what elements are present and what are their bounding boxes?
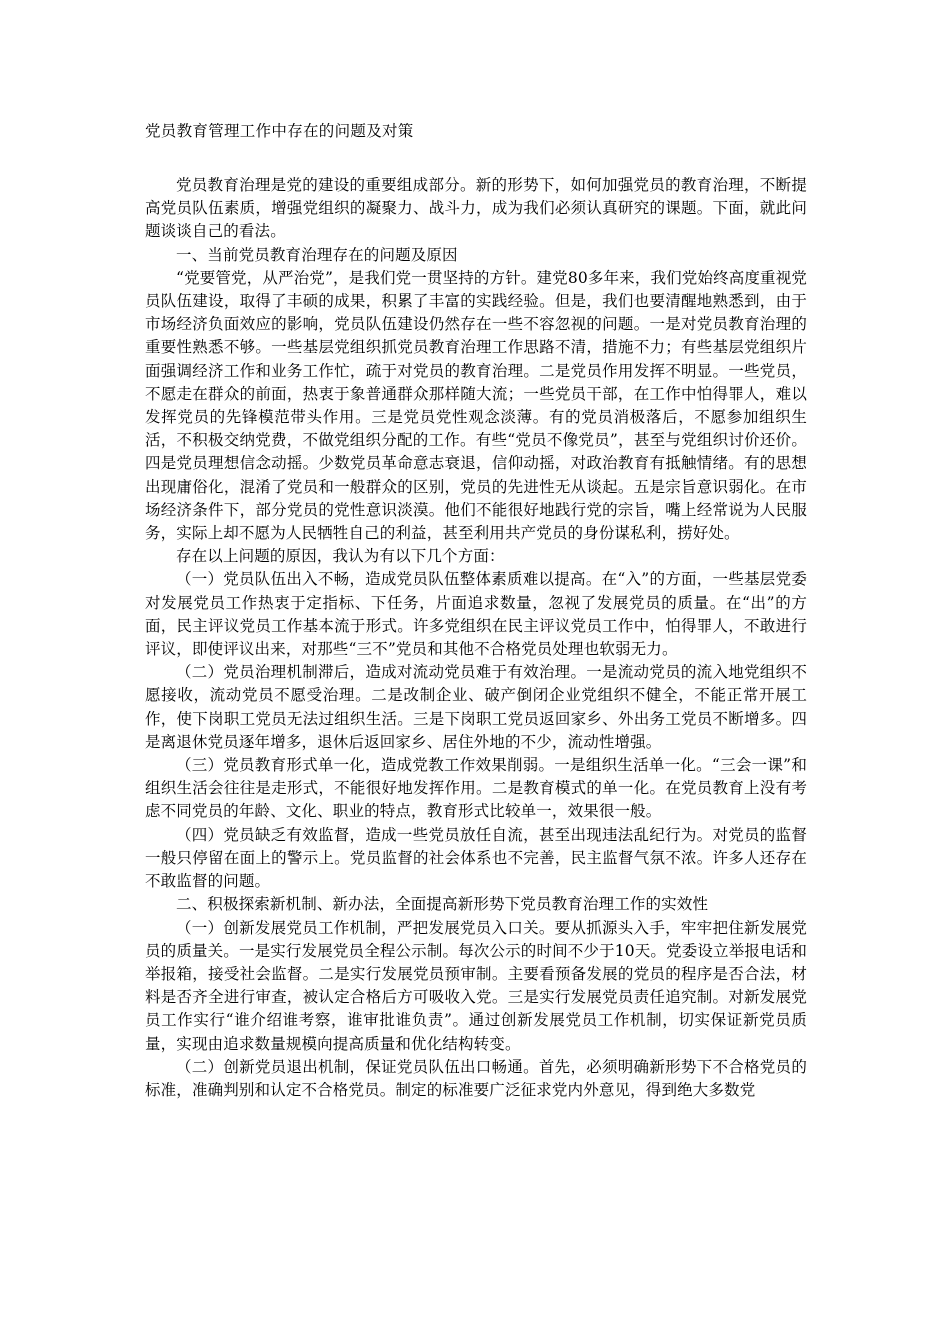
document-page (145, 120, 807, 1102)
problems-paragraph: “党要管党，从严治党”，是我们党一贯坚持的方针。建党80多年来，我们党始终高度重视党员队伍建设，取得了丰硕的成果，积累了丰富的实践经验。但是，我们也要清醒地熟悉到，由于市场经济负面效应的影响，党员队伍建设仍然存在一些不容忽视的问题。一是对党员教育治理的重要性熟悉不够。一些基层党组织抓党员教育治理工作思路不清，措施不力；有些基层党组织片面强调经济工作和业务工作忙，疏于对党员的教育治理。二是党员作用发挥不明显。一些党员，不愿走在群众的前面，热衷于象普通群众那样随大流；一些党员干部，在工作中怕得罪人，难以发挥党员的先锋模范带头作用。三是党员党性观念淡薄。有的党员消极落后，不愿参加组织生活，不积极交纳党费，不做党组织分配的工作。有些“党员不像党员”，甚至与党组织讨价还价。四是党员理想信念动摇。少数党员革命意志衰退，信仰动摇，对政治教育有抵触情绪。有的思想出现庸俗化，混淆了党员和一般群众的区别，党员的先进性无从谈起。五是宗旨意识弱化。在市场经济条件下，部分党员的党性意识淡漠。他们不能很好地践行党的宗旨，嘴上经常说为人民服务，实际上却不愿为人民牺牲自己的利益，甚至利用共产党员的身份谋私利，捞好处。 (145, 268, 807, 543)
cause-paragraph-4: （四）党员缺乏有效监督，造成一些党员放任自流，甚至出现违法乱纪行为。对党员的监督一般只停留在面上的警示上。党员监督的社会体系也不完善，民主监督气氛不浓。许多人还存在不敢监督的问题。 (145, 825, 807, 891)
cause-paragraph-2: （二）党员治理机制滞后，造成对流动党员难于有效治理。一是流动党员的流入地党组织不愿接收，流动党员不愿受治理。二是改制企业、破产倒闭企业党组织不健全，不能正常开展工作，使下岗职工党员无法过组织生活。三是下岗职工党员返回家乡、外出务工党员不断增多。四是离退休党员逐年增多，退休后返回家乡、居住外地的不少，流动性增强。 (145, 663, 807, 751)
measure-paragraph-2: （二）创新党员退出机制，保证党员队伍出口畅通。首先，必须明确新形势下不合格党员的标准，准确判别和认定不合格党员。制定的标准要广泛征求党内外意见，得到绝大多数党 (145, 1057, 807, 1099)
cause-paragraph-3: （三）党员教育形式单一化，造成党教工作效果削弱。一是组织生活单一化。“三会一课”和组织生活会往往是走形式，不能很好地发挥作用。二是教育模式的单一化。在党员教育上没有考虑不同党员的年龄、文化、职业的特点，教育形式比较单一，效果很一般。 (145, 756, 807, 821)
section-heading-1: 一、当前党员教育治理存在的问题及原因 (176, 245, 458, 264)
causes-intro-paragraph: 存在以上问题的原因，我认为有以下几个方面： (176, 547, 505, 566)
cause-paragraph-1: （一）党员队伍出入不畅，造成党员队伍整体素质难以提高。在“入”的方面，一些基层党委对发展党员工作热衷于定指标、下任务，片面追求数量，忽视了发展党员的质量。在“出”的方面，民主评议党员工作基本流于形式。许多党组织在民主评议党员工作中，怕得罪人，不敢进行评议，即使评议出来，对那些“三不”党员和其他不合格党员处理也软弱无力。 (145, 570, 807, 659)
document-title: 党员教育管理工作中存在的问题及对策 (145, 122, 414, 140)
intro-paragraph: 党员教育治理是党的建设的重要组成部分。新的形势下，如何加强党员的教育治理，不断提高党员队伍素质，增强党组织的凝聚力、战斗力，成为我们必须认真研究的课题。下面，就此问题谈谈自己的看法。 (145, 176, 807, 241)
measure-paragraph-1: （一）创新发展党员工作机制，严把发展党员入口关。要从抓源头入手，牢牢把住新发展党员的质量关。一是实行发展党员全程公示制。每次公示的时间不少于10天。党委设立举报电话和举报箱，接受社会监督。二是实行发展党员预审制。主要看预备发展的党员的程序是否合法，材料是否齐全进行审查，被认定合格后方可吸收入党。三是实行发展党员责任追究制。对新发展党员工作实行“谁介绍谁考察，谁审批谁负责”。通过创新发展党员工作机制，切实保证新党员质量，实现由追求数量规模向提高质量和优化结构转变。 (145, 918, 807, 1053)
section-heading-2: 二、积极探索新机制、新办法，全面提高新形势下党员教育治理工作的实效性 (176, 895, 709, 914)
